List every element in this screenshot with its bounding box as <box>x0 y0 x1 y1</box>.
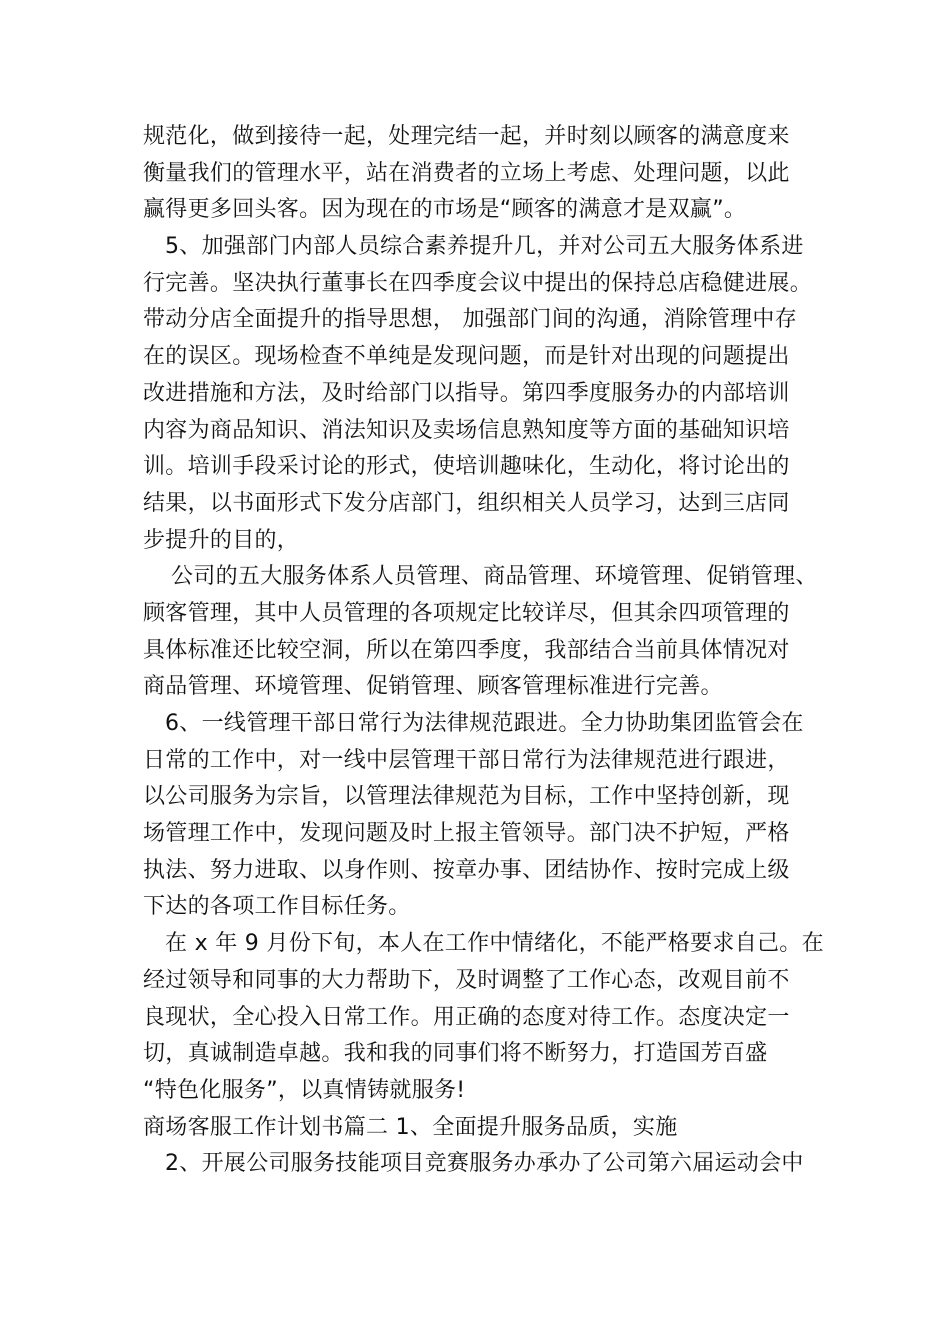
text-line: 行完善。坚决执行董事长在四季度会议中提出的保持总店稳健进展。 <box>143 270 813 296</box>
text-line: 改进措施和方法，及时给部门以指导。第四季度服务办的内部培训 <box>143 380 790 406</box>
text-line: 公司的五大服务体系人员管理、商品管理、环境管理、促销管理、 <box>171 564 818 590</box>
text-line: 带动分店全面提升的指导思想， 加强部门间的沟通，消除管理中存 <box>143 307 797 333</box>
text-line: 在 x 年 9 月份下旬，本人在工作中情绪化，不能严格要求自己。在 <box>165 931 824 957</box>
text-line: 商场客服工作计划书篇二 1、全面提升服务品质，实施 <box>143 1114 678 1140</box>
text-line: 下达的各项工作目标任务。 <box>143 894 411 920</box>
text-line: 5、加强部门内部人员综合素养提升几，并对公司五大服务体系进 <box>165 234 804 260</box>
text-line: 顾客管理，其中人员管理的各项规定比较详尽，但其余四项管理的 <box>143 600 790 626</box>
text-line: 执法、努力进取、以身作则、按章办事、团结协作、按时完成上级 <box>143 857 790 883</box>
text-line: 以公司服务为宗旨，以管理法律规范为目标，工作中坚持创新，现 <box>143 784 790 810</box>
text-line: 赢得更多回头客。因为现在的市场是“顾客的满意才是双赢”。 <box>143 197 747 223</box>
text-line: 内容为商品知识、消法知识及卖场信息熟知度等方面的基础知识培 <box>143 417 790 443</box>
text-line: 具体标准还比较空洞，所以在第四季度，我部结合当前具体情况对 <box>143 637 790 663</box>
document-body <box>143 119 824 1183</box>
text-line: 商品管理、环境管理、促销管理、顾客管理标准进行完善。 <box>143 674 723 700</box>
text-line: 经过领导和同事的大力帮助下，及时调整了工作心态，改观目前不 <box>143 967 790 993</box>
text-line: 切，真诚制造卓越。我和我的同事们将不断努力，打造国芳百盛 <box>143 1041 768 1067</box>
text-line: 2、开展公司服务技能项目竞赛服务办承办了公司第六届运动会中 <box>165 1151 804 1177</box>
text-line: 结果，以书面形式下发分店部门，组织相关人员学习，达到三店同 <box>143 490 790 516</box>
text-line: 日常的工作中，对一线中层管理干部日常行为法律规范进行跟进， <box>143 747 790 773</box>
text-line: 在的误区。现场检查不单纯是发现问题，而是针对出现的问题提出 <box>143 344 790 370</box>
text-line: 衡量我们的管理水平，站在消费者的立场上考虑、处理问题，以此 <box>143 160 790 186</box>
text-line: 训。培训手段采讨论的形式，使培训趣味化，生动化，将讨论出的 <box>143 454 790 480</box>
text-line: 规范化，做到接待一起，处理完结一起，并时刻以顾客的满意度来 <box>143 124 790 149</box>
text-line: 6、一线管理干部日常行为法律规范跟进。全力协助集团监管会在 <box>165 711 804 736</box>
text-line: 步提升的目的， <box>143 527 300 553</box>
text-line: “特色化服务”，以真情铸就服务! <box>143 1077 466 1103</box>
text-line: 良现状，全心投入日常工作。用正确的态度对待工作。态度决定一 <box>143 1004 790 1030</box>
text-line: 场管理工作中，发现问题及时上报主管领导。部门决不护短，严格 <box>143 821 790 847</box>
